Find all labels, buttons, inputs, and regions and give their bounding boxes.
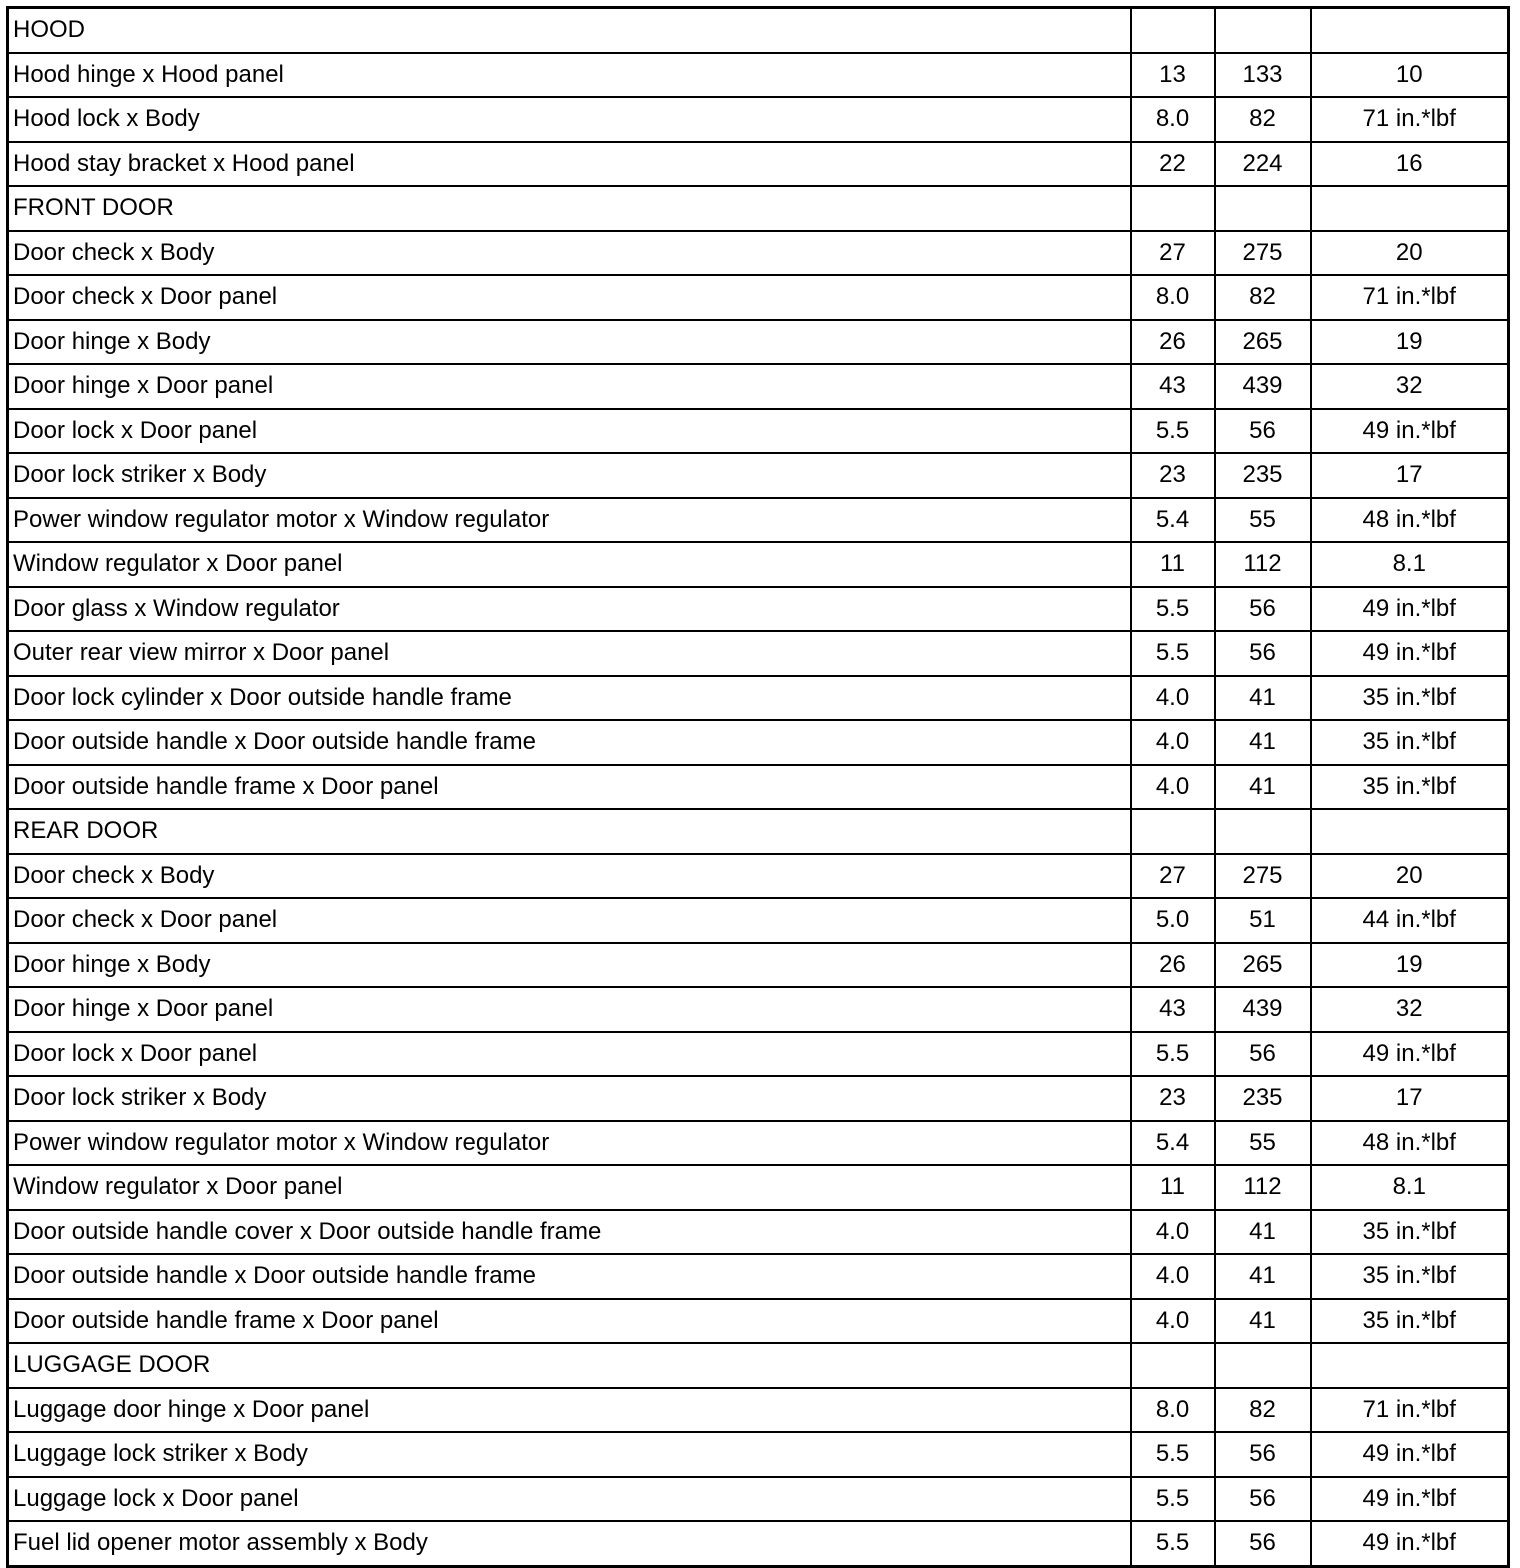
- table-row: [8, 1432, 1509, 1477]
- part-description-cell: Door outside handle frame x Door panel: [8, 765, 1131, 810]
- part-description-cell: Power window regulator motor x Window regulator: [8, 1121, 1131, 1166]
- torque-kgf-cm-cell: 56: [1215, 587, 1311, 632]
- torque-ft-lbf-cell: 71 in.*lbf: [1311, 275, 1509, 320]
- part-description-cell: Door hinge x Door panel: [8, 364, 1131, 409]
- torque-nm-cell: 4.0: [1131, 1299, 1215, 1344]
- part-description-cell: Door outside handle x Door outside handle frame: [8, 1254, 1131, 1299]
- part-description-cell: Door outside handle cover x Door outside handle frame: [8, 1210, 1131, 1255]
- torque-kgf-cm-cell: 41: [1215, 765, 1311, 810]
- torque-ft-lbf-cell: 32: [1311, 987, 1509, 1032]
- torque-ft-lbf-cell: 10: [1311, 53, 1509, 98]
- part-description-cell: Window regulator x Door panel: [8, 1165, 1131, 1210]
- table-row: [8, 320, 1509, 365]
- part-description-cell: Door check x Door panel: [8, 898, 1131, 943]
- torque-ft-lbf-cell: 35 in.*lbf: [1311, 676, 1509, 721]
- torque-kgf-cm-cell: 56: [1215, 1432, 1311, 1477]
- table-row: [8, 97, 1509, 142]
- torque-ft-lbf-cell: [1311, 809, 1509, 854]
- torque-ft-lbf-cell: 71 in.*lbf: [1311, 97, 1509, 142]
- torque-kgf-cm-cell: 56: [1215, 1521, 1311, 1566]
- torque-ft-lbf-cell: 35 in.*lbf: [1311, 720, 1509, 765]
- torque-nm-cell: 5.5: [1131, 1032, 1215, 1077]
- torque-nm-cell: 5.5: [1131, 409, 1215, 454]
- part-description-cell: Door check x Body: [8, 854, 1131, 899]
- table-row: [8, 676, 1509, 721]
- torque-ft-lbf-cell: 20: [1311, 231, 1509, 276]
- torque-kgf-cm-cell: 235: [1215, 1076, 1311, 1121]
- section-title-cell: REAR DOOR: [8, 809, 1131, 854]
- part-description-cell: Door outside handle x Door outside handle frame: [8, 720, 1131, 765]
- table-row: [8, 631, 1509, 676]
- part-description-cell: Luggage lock x Door panel: [8, 1477, 1131, 1522]
- torque-nm-cell: [1131, 8, 1215, 53]
- table-row: [8, 542, 1509, 587]
- part-description-cell: Hood stay bracket x Hood panel: [8, 142, 1131, 187]
- torque-kgf-cm-cell: 265: [1215, 943, 1311, 988]
- torque-kgf-cm-cell: 224: [1215, 142, 1311, 187]
- table-row: [8, 1032, 1509, 1077]
- table-body: [8, 8, 1509, 1567]
- table-row: [8, 1477, 1509, 1522]
- section-title-cell: LUGGAGE DOOR: [8, 1343, 1131, 1388]
- torque-nm-cell: 5.5: [1131, 1477, 1215, 1522]
- table-row: [8, 854, 1509, 899]
- torque-nm-cell: 5.5: [1131, 1432, 1215, 1477]
- part-description-cell: Fuel lid opener motor assembly x Body: [8, 1521, 1131, 1566]
- table-row: [8, 765, 1509, 810]
- part-description-cell: Window regulator x Door panel: [8, 542, 1131, 587]
- torque-ft-lbf-cell: 8.1: [1311, 542, 1509, 587]
- table-row: [8, 453, 1509, 498]
- table-row: [8, 1121, 1509, 1166]
- part-description-cell: Hood lock x Body: [8, 97, 1131, 142]
- part-description-cell: Luggage lock striker x Body: [8, 1432, 1131, 1477]
- torque-ft-lbf-cell: 44 in.*lbf: [1311, 898, 1509, 943]
- table-row: [8, 142, 1509, 187]
- table-row: [8, 1165, 1509, 1210]
- table-row: [8, 1210, 1509, 1255]
- torque-ft-lbf-cell: 17: [1311, 1076, 1509, 1121]
- torque-kgf-cm-cell: 56: [1215, 409, 1311, 454]
- section-title-cell: HOOD: [8, 8, 1131, 53]
- table-row: [8, 720, 1509, 765]
- torque-ft-lbf-cell: 49 in.*lbf: [1311, 409, 1509, 454]
- torque-ft-lbf-cell: 49 in.*lbf: [1311, 1432, 1509, 1477]
- torque-kgf-cm-cell: 112: [1215, 1165, 1311, 1210]
- torque-nm-cell: 26: [1131, 320, 1215, 365]
- torque-nm-cell: 43: [1131, 987, 1215, 1032]
- torque-nm-cell: 23: [1131, 1076, 1215, 1121]
- torque-kgf-cm-cell: 82: [1215, 275, 1311, 320]
- torque-ft-lbf-cell: 19: [1311, 320, 1509, 365]
- table-row: [8, 1521, 1509, 1566]
- section-header-row: [8, 809, 1509, 854]
- part-description-cell: Door lock striker x Body: [8, 1076, 1131, 1121]
- torque-kgf-cm-cell: [1215, 8, 1311, 53]
- torque-kgf-cm-cell: [1215, 1343, 1311, 1388]
- part-description-cell: Hood hinge x Hood panel: [8, 53, 1131, 98]
- torque-nm-cell: 8.0: [1131, 1388, 1215, 1433]
- torque-ft-lbf-cell: 49 in.*lbf: [1311, 1032, 1509, 1077]
- torque-nm-cell: 4.0: [1131, 1210, 1215, 1255]
- torque-kgf-cm-cell: 235: [1215, 453, 1311, 498]
- torque-nm-cell: [1131, 1343, 1215, 1388]
- torque-ft-lbf-cell: 49 in.*lbf: [1311, 587, 1509, 632]
- table-row: [8, 409, 1509, 454]
- torque-ft-lbf-cell: [1311, 186, 1509, 231]
- torque-ft-lbf-cell: 32: [1311, 364, 1509, 409]
- part-description-cell: Door hinge x Body: [8, 943, 1131, 988]
- section-header-row: [8, 8, 1509, 53]
- torque-nm-cell: 26: [1131, 943, 1215, 988]
- torque-kgf-cm-cell: 82: [1215, 97, 1311, 142]
- table-row: [8, 498, 1509, 543]
- torque-ft-lbf-cell: [1311, 1343, 1509, 1388]
- part-description-cell: Door check x Body: [8, 231, 1131, 276]
- section-header-row: [8, 1343, 1509, 1388]
- torque-nm-cell: 8.0: [1131, 275, 1215, 320]
- table-row: [8, 1254, 1509, 1299]
- part-description-cell: Door glass x Window regulator: [8, 587, 1131, 632]
- section-title-cell: FRONT DOOR: [8, 186, 1131, 231]
- part-description-cell: Door lock cylinder x Door outside handle frame: [8, 676, 1131, 721]
- torque-ft-lbf-cell: 35 in.*lbf: [1311, 1299, 1509, 1344]
- torque-ft-lbf-cell: 48 in.*lbf: [1311, 498, 1509, 543]
- torque-kgf-cm-cell: 112: [1215, 542, 1311, 587]
- torque-kgf-cm-cell: 55: [1215, 1121, 1311, 1166]
- torque-ft-lbf-cell: 35 in.*lbf: [1311, 1210, 1509, 1255]
- torque-nm-cell: 43: [1131, 364, 1215, 409]
- table-row: [8, 275, 1509, 320]
- torque-kgf-cm-cell: 41: [1215, 1299, 1311, 1344]
- part-description-cell: Luggage door hinge x Door panel: [8, 1388, 1131, 1433]
- torque-nm-cell: 5.5: [1131, 587, 1215, 632]
- part-description-cell: Door hinge x Body: [8, 320, 1131, 365]
- table-row: [8, 1076, 1509, 1121]
- torque-kgf-cm-cell: 41: [1215, 676, 1311, 721]
- torque-nm-cell: [1131, 186, 1215, 231]
- torque-kgf-cm-cell: 275: [1215, 231, 1311, 276]
- torque-nm-cell: [1131, 809, 1215, 854]
- part-description-cell: Door outside handle frame x Door panel: [8, 1299, 1131, 1344]
- torque-kgf-cm-cell: 41: [1215, 1254, 1311, 1299]
- torque-ft-lbf-cell: 35 in.*lbf: [1311, 1254, 1509, 1299]
- table-row: [8, 53, 1509, 98]
- torque-kgf-cm-cell: 56: [1215, 1477, 1311, 1522]
- torque-nm-cell: 4.0: [1131, 676, 1215, 721]
- part-description-cell: Power window regulator motor x Window regulator: [8, 498, 1131, 543]
- torque-ft-lbf-cell: 49 in.*lbf: [1311, 631, 1509, 676]
- part-description-cell: Door hinge x Door panel: [8, 987, 1131, 1032]
- torque-ft-lbf-cell: 17: [1311, 453, 1509, 498]
- table-row: [8, 587, 1509, 632]
- torque-ft-lbf-cell: 71 in.*lbf: [1311, 1388, 1509, 1433]
- torque-ft-lbf-cell: 20: [1311, 854, 1509, 899]
- torque-nm-cell: 5.4: [1131, 1121, 1215, 1166]
- torque-nm-cell: 27: [1131, 854, 1215, 899]
- torque-kgf-cm-cell: 51: [1215, 898, 1311, 943]
- part-description-cell: Door lock striker x Body: [8, 453, 1131, 498]
- torque-nm-cell: 5.5: [1131, 631, 1215, 676]
- torque-nm-cell: 5.5: [1131, 1521, 1215, 1566]
- torque-ft-lbf-cell: 16: [1311, 142, 1509, 187]
- torque-nm-cell: 5.0: [1131, 898, 1215, 943]
- torque-kgf-cm-cell: 265: [1215, 320, 1311, 365]
- table-row: [8, 1299, 1509, 1344]
- torque-kgf-cm-cell: 82: [1215, 1388, 1311, 1433]
- torque-nm-cell: 11: [1131, 1165, 1215, 1210]
- torque-nm-cell: 8.0: [1131, 97, 1215, 142]
- torque-nm-cell: 4.0: [1131, 1254, 1215, 1299]
- torque-nm-cell: 22: [1131, 142, 1215, 187]
- torque-kgf-cm-cell: 41: [1215, 1210, 1311, 1255]
- torque-ft-lbf-cell: 49 in.*lbf: [1311, 1477, 1509, 1522]
- part-description-cell: Outer rear view mirror x Door panel: [8, 631, 1131, 676]
- table-row: [8, 231, 1509, 276]
- torque-nm-cell: 13: [1131, 53, 1215, 98]
- part-description-cell: Door lock x Door panel: [8, 1032, 1131, 1077]
- torque-spec-table: [6, 6, 1510, 1568]
- torque-nm-cell: 4.0: [1131, 765, 1215, 810]
- torque-kgf-cm-cell: 55: [1215, 498, 1311, 543]
- torque-ft-lbf-cell: 8.1: [1311, 1165, 1509, 1210]
- torque-nm-cell: 23: [1131, 453, 1215, 498]
- torque-kgf-cm-cell: 439: [1215, 364, 1311, 409]
- table-row: [8, 943, 1509, 988]
- torque-kgf-cm-cell: 56: [1215, 631, 1311, 676]
- part-description-cell: Door check x Door panel: [8, 275, 1131, 320]
- table-row: [8, 987, 1509, 1032]
- table-row: [8, 1388, 1509, 1433]
- part-description-cell: Door lock x Door panel: [8, 409, 1131, 454]
- torque-kgf-cm-cell: [1215, 186, 1311, 231]
- torque-ft-lbf-cell: 48 in.*lbf: [1311, 1121, 1509, 1166]
- torque-ft-lbf-cell: 35 in.*lbf: [1311, 765, 1509, 810]
- torque-nm-cell: 4.0: [1131, 720, 1215, 765]
- torque-ft-lbf-cell: 19: [1311, 943, 1509, 988]
- table-row: [8, 364, 1509, 409]
- torque-kgf-cm-cell: [1215, 809, 1311, 854]
- torque-kgf-cm-cell: 275: [1215, 854, 1311, 899]
- torque-ft-lbf-cell: [1311, 8, 1509, 53]
- torque-nm-cell: 27: [1131, 231, 1215, 276]
- torque-nm-cell: 5.4: [1131, 498, 1215, 543]
- torque-kgf-cm-cell: 41: [1215, 720, 1311, 765]
- torque-kgf-cm-cell: 439: [1215, 987, 1311, 1032]
- torque-ft-lbf-cell: 49 in.*lbf: [1311, 1521, 1509, 1566]
- torque-kgf-cm-cell: 133: [1215, 53, 1311, 98]
- torque-nm-cell: 11: [1131, 542, 1215, 587]
- torque-kgf-cm-cell: 56: [1215, 1032, 1311, 1077]
- section-header-row: [8, 186, 1509, 231]
- table-row: [8, 898, 1509, 943]
